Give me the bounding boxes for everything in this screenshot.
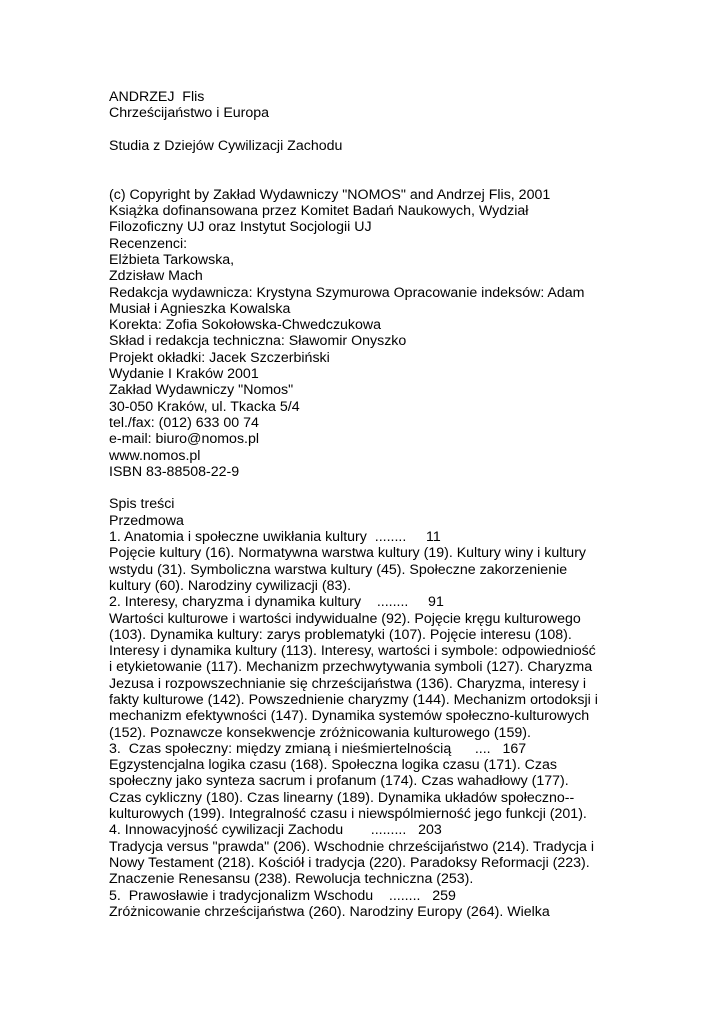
- toc-chapter: 1. Anatomia i społeczne uwikłania kultury ........ 11: [109, 529, 441, 546]
- spacer: [109, 122, 709, 138]
- toc-subsections: Wartości kulturowe i wartości indywidualne (92). Pojęcie kręgu kulturowego: [109, 610, 581, 627]
- isbn-line: ISBN 83-88508-22-9: [109, 463, 240, 480]
- imprint-block: [109, 187, 709, 480]
- imprint-line: Elżbieta Tarkowska,: [109, 251, 235, 268]
- toc-subsections: Tradycja versus "prawda" (206). Wschodnie chrześcijaństwo (214). Tradycja i: [109, 838, 595, 855]
- toc-subsections: Czas cykliczny (180). Czas linearny (189). Dynamika układów społeczno--: [109, 789, 575, 806]
- toc-subsections: fakty kulturowe (142). Powszednienie charyzmy (144). Mechanizm ortodoksji i: [109, 691, 598, 708]
- toc-subsections: Zróżnicowanie chrześcijaństwa (260). Narodziny Europy (264). Wielka: [109, 903, 550, 920]
- imprint-line: Recenzenci:: [109, 235, 188, 252]
- email-line: e-mail: biuro@nomos.pl: [109, 431, 260, 448]
- toc-chapter: 2. Interesy, charyzma i dynamika kultury ........ 91: [109, 594, 444, 611]
- spacer: [109, 480, 709, 496]
- toc-subsections: (103). Dynamika kultury: zarys problematyki (107). Pojęcie interesu (108).: [109, 626, 572, 643]
- toc-subsections: kulturowych (199). Integralność czasu i niewspólmierność jego funkcji (201).: [109, 806, 587, 823]
- toc-subsections: Interesy i dynamika kultury (113). Interesy, wartości i symbole: odpowiedniość: [109, 643, 596, 660]
- spacer: [109, 154, 709, 170]
- imprint-line: Zdzisław Mach: [109, 268, 203, 285]
- toc-heading: Spis treści: [109, 496, 175, 513]
- toc-chapter: 3. Czas społeczny: między zmianą i nieśmiertelnością .... 167: [109, 740, 527, 757]
- imprint-line: Zakład Wydawniczy "Nomos": [109, 382, 294, 399]
- toc-subsections: Nowy Testament (218). Kościół i tradycja (220). Paradoksy Reformacji (223).: [109, 854, 590, 871]
- imprint-line: (c) Copyright by Zakład Wydawniczy "NOMOS" and Andrzej Flis, 2001: [109, 186, 551, 203]
- imprint-line: Wydanie I Kraków 2001: [109, 366, 259, 383]
- imprint-line: Korekta: Zofia Sokołowska-Chwedczukowa: [109, 317, 382, 334]
- imprint-line: 30-050 Kraków, ul. Tkacka 5/4: [109, 398, 300, 415]
- toc-chapter: 4. Innowacyjność cywilizacji Zachodu ......... 203: [109, 822, 442, 839]
- author-line: ANDRZEJ Flis: [109, 89, 205, 105]
- imprint-line: Musiał i Agnieszka Kowalska: [109, 300, 291, 317]
- imprint-line: Projekt okładki: Jacek Szczerbiński: [109, 349, 330, 366]
- toc-entry: Przedmowa: [109, 512, 184, 529]
- imprint-line: Filozoficzny UJ oraz Instytut Socjologii UJ: [109, 219, 372, 236]
- toc-subsections: Jezusa i rozpowszechnianie się chrześcijaństwa (136). Charyzma, interesy i: [109, 675, 587, 692]
- spacer: [109, 170, 709, 186]
- imprint-line: Książka dofinansowana przez Komitet Badań Naukowych, Wydział: [109, 203, 529, 220]
- table-of-contents: [109, 496, 709, 920]
- toc-subsections: wstydu (31). Symboliczna warstwa kultury (45). Społeczne zakorzenienie: [109, 561, 568, 578]
- toc-subsections: kultury (60). Narodziny cywilizacji (83).: [109, 577, 352, 594]
- imprint-line: Skład i redakcja techniczna: Sławomir Onyszko: [109, 333, 407, 350]
- toc-subsections: mechanizm efektywności (147). Dynamika systemów społeczno-kulturowych: [109, 708, 590, 725]
- document-page: [109, 89, 709, 920]
- toc-subsections: Pojęcie kultury (16). Normatywna warstwa kultury (19). Kultury winy i kultury: [109, 545, 587, 562]
- book-title: Chrześcijaństwo i Europa: [109, 105, 270, 122]
- toc-subsections: (152). Poznawcze konsekwencje zróżnicowania kulturowego (159).: [109, 724, 531, 741]
- toc-subsections: i etykietowanie (117). Mechanizm przechwytywania symboli (127). Charyzma: [109, 659, 593, 676]
- toc-subsections: Znaczenie Renesansu (238). Rewolucja techniczna (253).: [109, 871, 474, 888]
- imprint-line: Redakcja wydawnicza: Krystyna Szymurowa Opracowanie indeksów: Adam: [109, 284, 585, 301]
- website-line: www.nomos.pl: [109, 447, 201, 464]
- series-title: Studia z Dziejów Cywilizacji Zachodu: [109, 137, 343, 154]
- toc-chapter: 5. Prawosławie i tradycjonalizm Wschodu ........ 259: [109, 887, 456, 904]
- toc-subsections: Egzystencjalna logika czasu (168). Społeczna logika czasu (171). Czas: [109, 757, 557, 774]
- imprint-line: tel./fax: (012) 633 00 74: [109, 414, 259, 431]
- toc-subsections: społeczny jako synteza sacrum i profanum (174). Czas wahadłowy (177).: [109, 773, 569, 790]
